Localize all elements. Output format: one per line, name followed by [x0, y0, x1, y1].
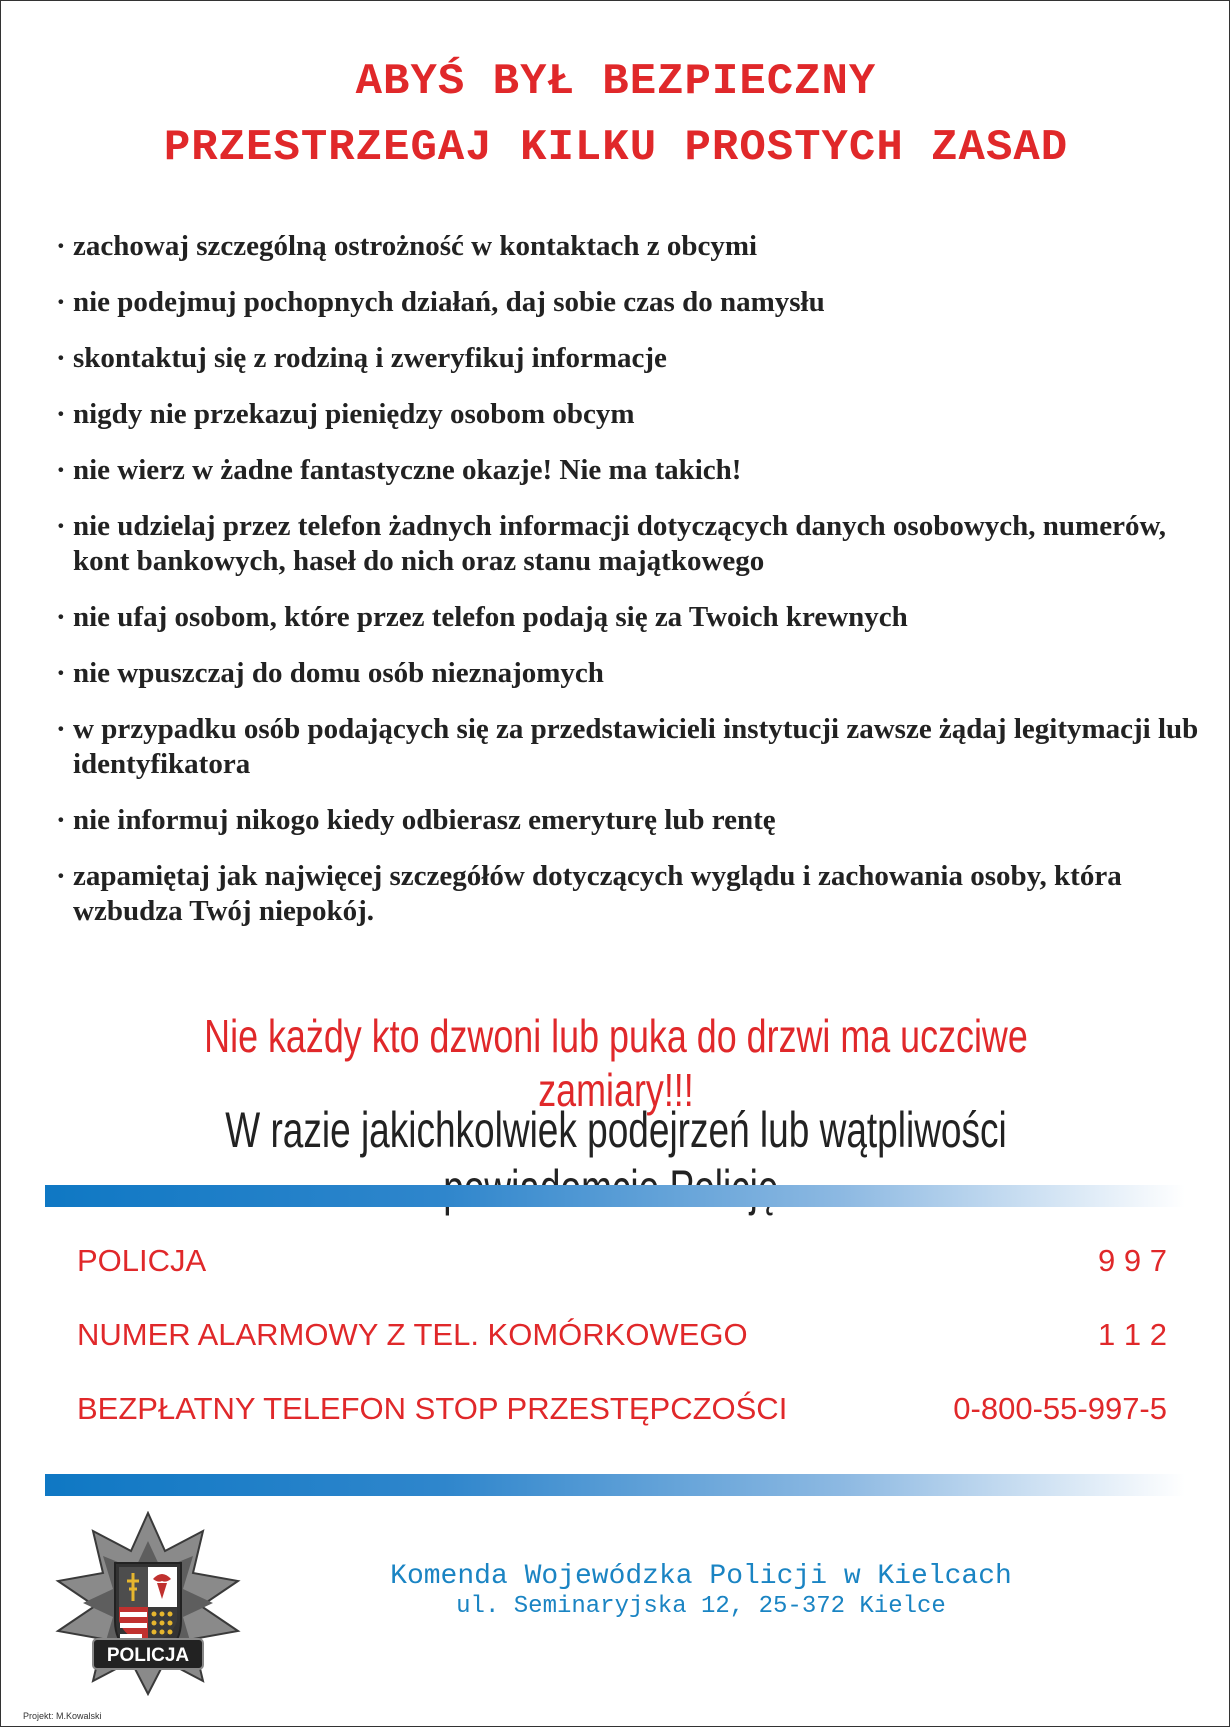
rule-item: · nie podejmuj pochopnych działań, daj sobie czas do namysłu: [56, 285, 1206, 320]
design-credit: Projekt: M.Kowalski: [23, 1711, 102, 1721]
divider-gradient-bottom: [45, 1474, 1185, 1496]
logo-text: POLICJA: [106, 1645, 190, 1666]
phone-number: 9 9 7: [1098, 1243, 1167, 1278]
phone-row: [77, 1315, 1167, 1389]
police-star-badge-icon: [53, 1511, 243, 1696]
footer-address: ul. Seminaryjska 12, 25-372 Kielce: [456, 1593, 946, 1620]
rule-item: · nie informuj nikogo kiedy odbierasz emeryturę lub rentę: [56, 803, 1206, 838]
phone-label: BEZPŁATNY TELEFON STOP PRZESTĘPCZOŚCI: [77, 1391, 788, 1426]
phone-number: 0-800-55-997-5: [953, 1391, 1167, 1426]
title-line-1: ABYŚ BYŁ BEZPIECZNY: [355, 57, 877, 107]
rule-item: · zachowaj szczególną ostrożność w kontaktach z obcymi: [56, 229, 1206, 264]
safety-rules-list: [56, 229, 1206, 950]
phone-numbers: [77, 1241, 1167, 1463]
warning-black: W razie jakichkolwiek podejrzeń lub wątpliwości: [225, 1102, 1007, 1158]
rule-item: · nie udzielaj przez telefon żadnych informacji dotyczących danych osobowych, numerów, kont bankowych, haseł do nich oraz stanu majątkowego: [56, 509, 1206, 579]
phone-row: [77, 1241, 1167, 1315]
footer-institution-name: Komenda Wojewódzka Policji w Kielcach: [390, 1561, 1012, 1592]
rule-item: · nigdy nie przekazuj pieniędzy osobom obcym: [56, 397, 1206, 432]
warning-red: Nie każdy kto dzwoni lub puka do drzwi ma uczciwe zamiary!!!: [204, 1010, 1028, 1116]
divider-gradient-top: [45, 1185, 1185, 1207]
phone-number: 1 1 2: [1098, 1317, 1167, 1352]
rule-item: · nie wpuszczaj do domu osób nieznajomych: [56, 656, 1206, 691]
rule-item: · w przypadku osób podających się za przedstawicieli instytucji zawsze żądaj legitymacji lub identyfikatora: [56, 712, 1206, 782]
phone-label: NUMER ALARMOWY Z TEL. KOMÓRKOWEGO: [77, 1317, 748, 1352]
rule-item: · zapamiętaj jak najwięcej szczegółów dotyczących wyglądu i zachowania osoby, która wzbudza Twój niepokój.: [56, 859, 1206, 929]
phone-row: [77, 1389, 1167, 1463]
rule-item: · nie ufaj osobom, które przez telefon podają się za Twoich krewnych: [56, 600, 1206, 635]
rule-item: · nie wierz w żadne fantastyczne okazje! Nie ma takich!: [56, 453, 1206, 488]
rule-item: · skontaktuj się z rodziną i zweryfikuj informacje: [56, 341, 1206, 376]
title-line-2: PRZESTRZEGAJ KILKU PROSTYCH ZASAD: [163, 123, 1069, 173]
phone-label: POLICJA: [77, 1243, 207, 1278]
